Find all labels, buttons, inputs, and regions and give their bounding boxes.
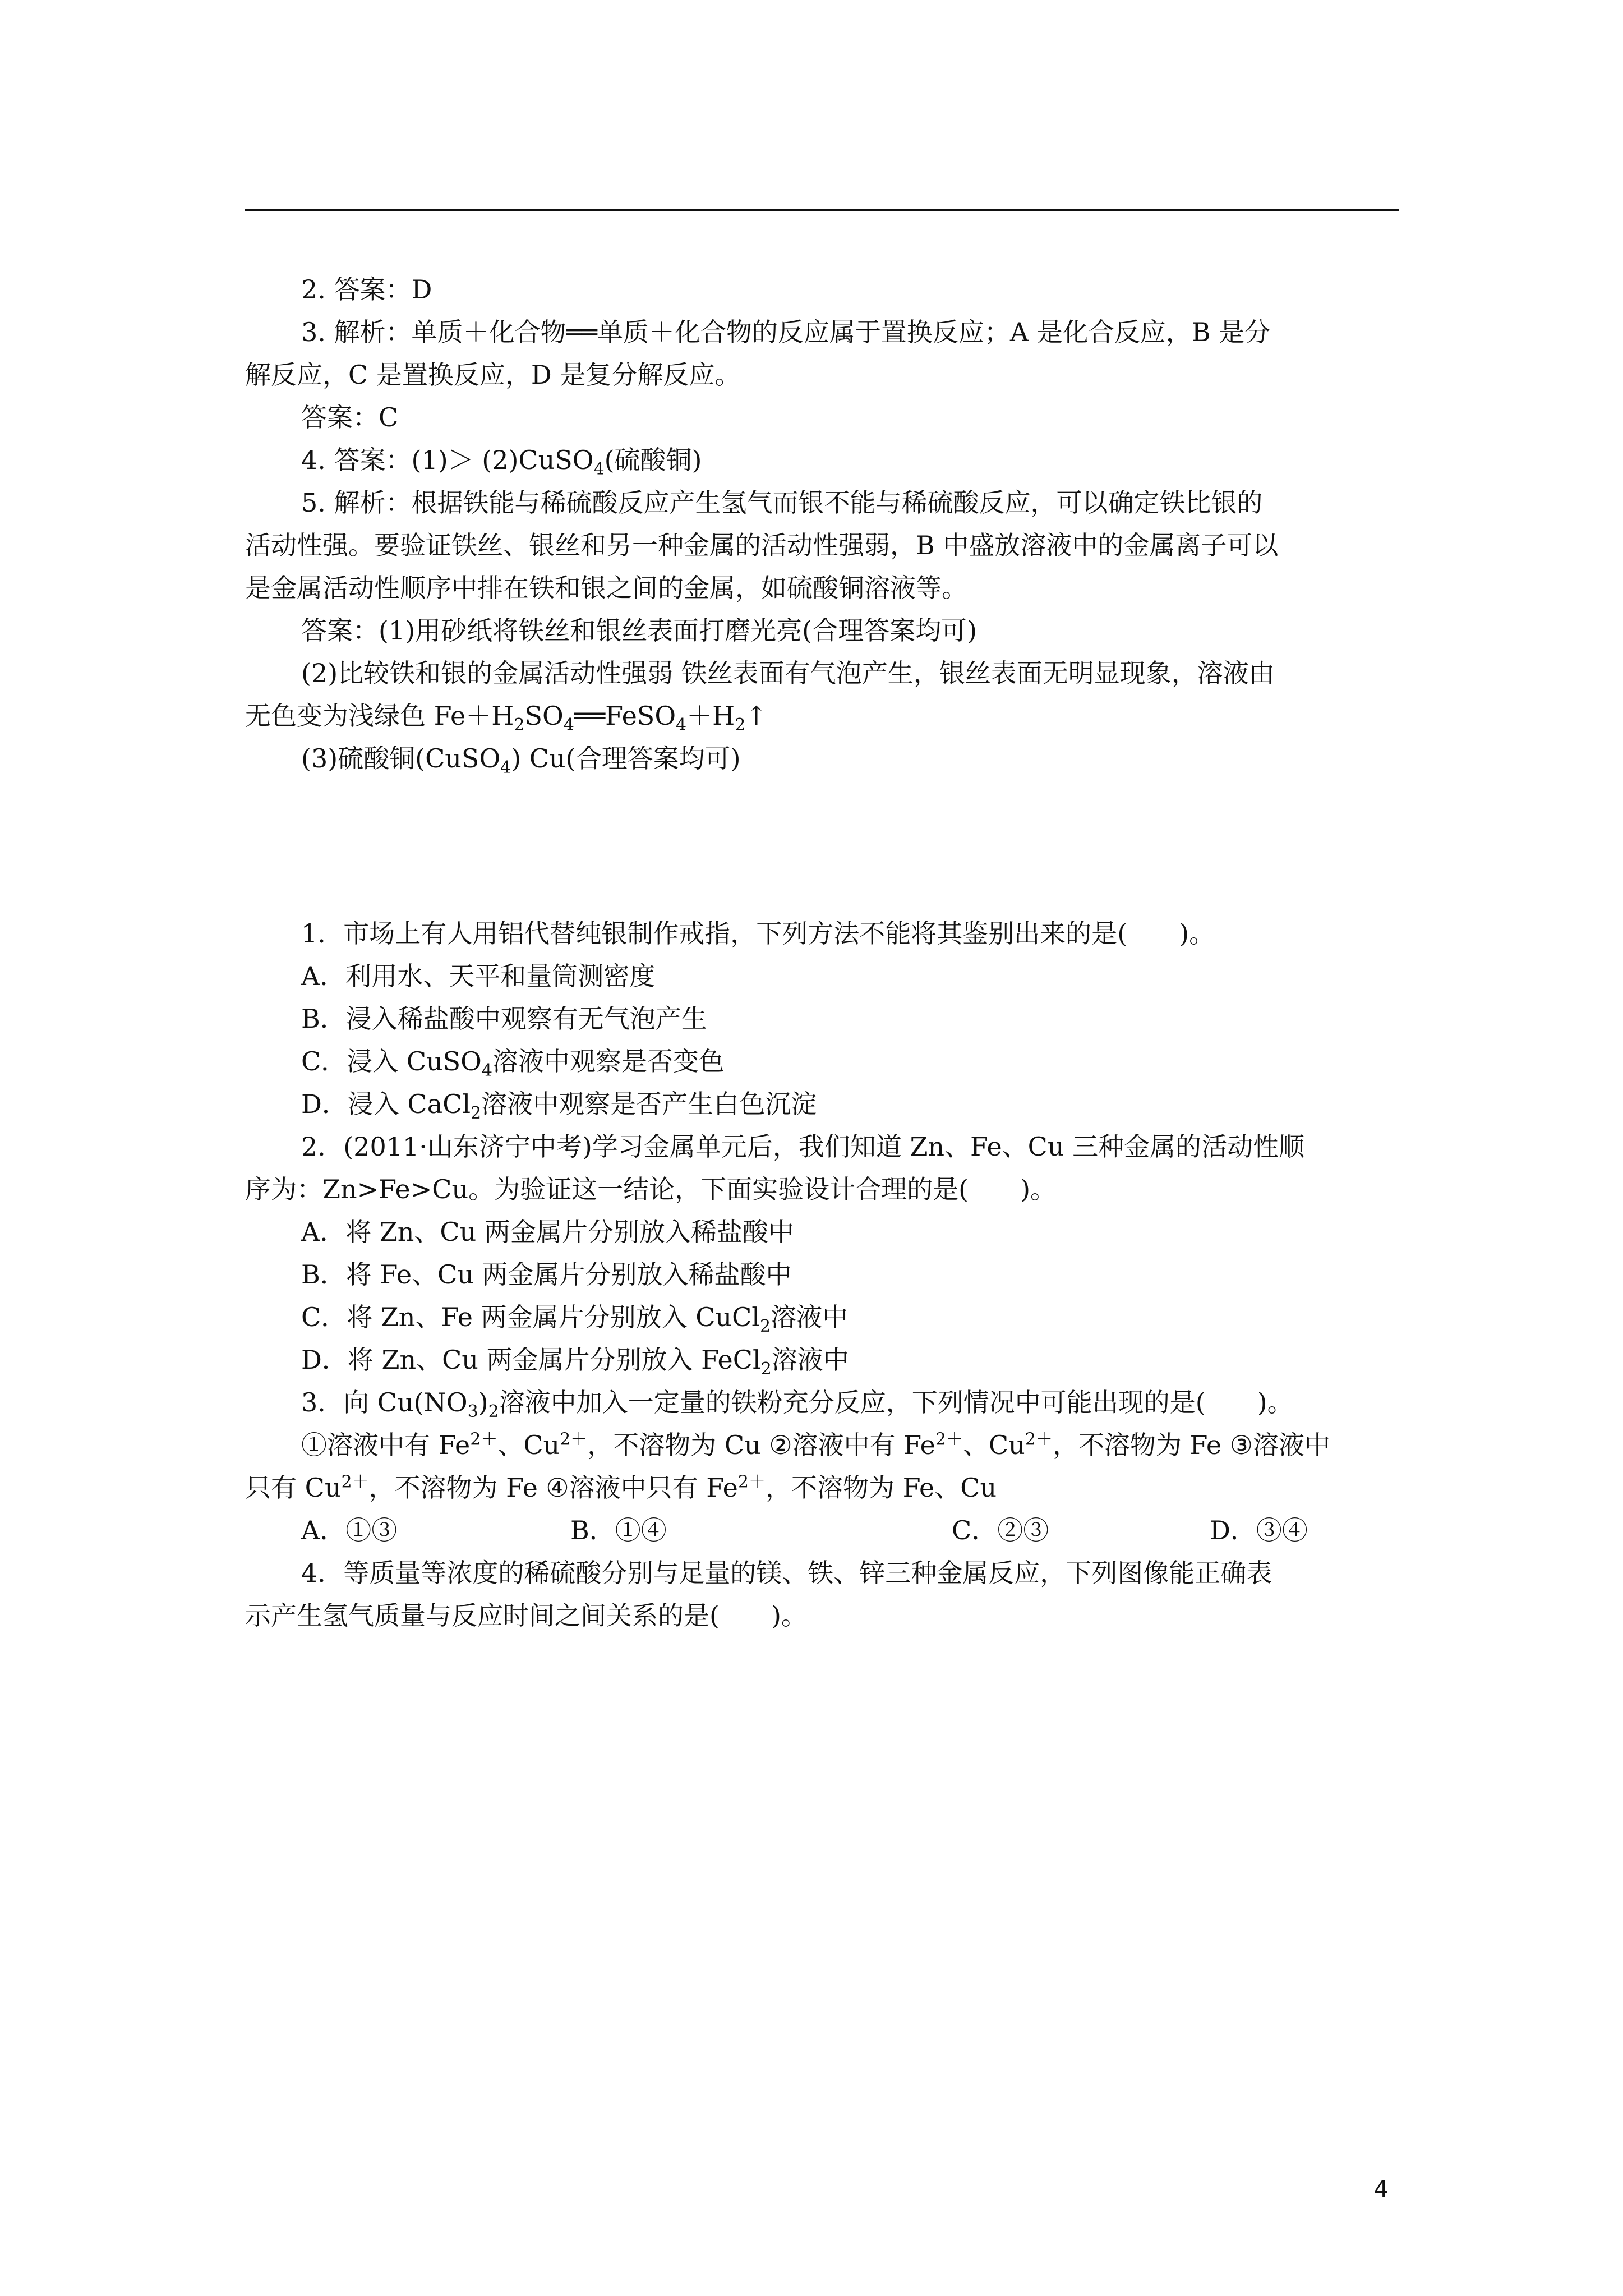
page-number: 4 [1374, 2177, 1389, 2202]
answer-2: 2. 答案：D [301, 274, 432, 305]
question-1: 1．市场上有人用铝代替纯银制作戒指，下列方法不能将其鉴别出来的是( )。 [301, 918, 1215, 949]
question-2-option-c: C．将 Zn、Fe 两金属片分别放入 CuCl$_2$溶液中 [301, 1302, 849, 1337]
question-2-line-2: 序为：Zn>Fe>Cu。为验证这一结论，下面实验设计合理的是( )。 [245, 1174, 1057, 1204]
answer-5-line-1: 5. 解析：根据铁能与稀硫酸反应产生氢气而银不能与稀硫酸反应，可以确定铁比银的 [301, 487, 1263, 518]
question-2-line-1: 2．(2011·山东济宁中考)学习金属单元后，我们知道 Zn、Fe、Cu 三种金属的活动性顺 [301, 1131, 1305, 1162]
header-rule [245, 209, 1399, 211]
question-2-option-b: B．将 Fe、Cu 两金属片分别放入稀盐酸中 [301, 1259, 792, 1290]
answer-5-part-2-line-1: (2)比较铁和银的金属活动性强弱 铁丝表面有气泡产生，银丝表面无明显现象，溶液由 [301, 658, 1275, 688]
answer-3-line-2: 解反应，C 是置换反应，D 是复分解反应。 [245, 360, 741, 390]
question-3-cases-line-1: ①溶液中有 $Fe^{2+}$、$Cu^{2+}$，不溶物为 Cu ②溶液中有 $Fe^{2+}$、$Cu^{2+}$，不溶物为 Fe ③溶液中 [301, 1429, 1330, 1460]
section-gap [245, 780, 1399, 912]
question-1-option-d: D．浸入 CaCl$_2$溶液中观察是否产生白色沉淀 [301, 1089, 817, 1124]
question-3-option-c: C．②③ [952, 1515, 1049, 1545]
question-3-option-d: D．③④ [1210, 1515, 1308, 1545]
answer-5-line-3: 是金属活动性顺序中排在铁和银之间的金属，如硫酸铜溶液等。 [245, 573, 967, 603]
question-2-option-d: D．将 Zn、Cu 两金属片分别放入 FeCl$_2$溶液中 [301, 1345, 849, 1379]
question-3-option-b: B．①④ [570, 1515, 667, 1545]
question-3-options [245, 1509, 1399, 1552]
question-4-line-1: 4．等质量等浓度的稀硫酸分别与足量的镁、铁、锌三种金属反应，下列图像能正确表 [301, 1558, 1272, 1588]
question-2-option-a: A．将 Zn、Cu 两金属片分别放入稀盐酸中 [301, 1217, 794, 1247]
answer-5-line-2: 活动性强。要验证铁丝、银丝和另一种金属的活动性强弱，B 中盛放溶液中的金属离子可以 [245, 530, 1279, 560]
question-1-option-b: B．浸入稀盐酸中观察有无气泡产生 [301, 1004, 707, 1034]
page-content [245, 268, 1399, 1637]
question-3-cases-line-2: 只有 $Cu^{2+}$，不溶物为 Fe ④溶液中只有 $Fe^{2+}$，不溶物为 Fe、Cu [245, 1472, 997, 1503]
answer-3-result: 答案：C [301, 402, 399, 432]
question-4-line-2: 示产生氢气质量与反应时间之间关系的是( )。 [245, 1600, 807, 1631]
question-1-option-a: A．利用水、天平和量筒测密度 [301, 961, 656, 991]
answer-5-part-2-line-2: 无色变为浅绿色 $Fe+H_2SO_4══FeSO_4+H_2↑$ [245, 701, 767, 735]
answer-5-part-1: 答案：(1)用砂纸将铁丝和银丝表面打磨光亮(合理答案均可) [301, 615, 978, 646]
answer-3-line-1: 3. 解析：单质＋化合物══单质＋化合物的反应属于置换反应；A 是化合反应，B 是分 [301, 317, 1271, 347]
answer-5-part-3: (3)硫酸铜(CuSO$_4$) Cu(合理答案均可) [301, 743, 741, 778]
question-3-option-a: A．①③ [301, 1515, 398, 1545]
question-3: 3．向 $Cu(NO_3)_2$溶液中加入一定量的铁粉充分反应，下列情况中可能出现的是( )。 [301, 1387, 1293, 1422]
answer-4: 4. 答案：(1)＞ (2)CuSO$_4$(硫酸铜) [301, 445, 702, 480]
question-1-option-c: C．浸入 CuSO$_4$溶液中观察是否变色 [301, 1046, 725, 1081]
